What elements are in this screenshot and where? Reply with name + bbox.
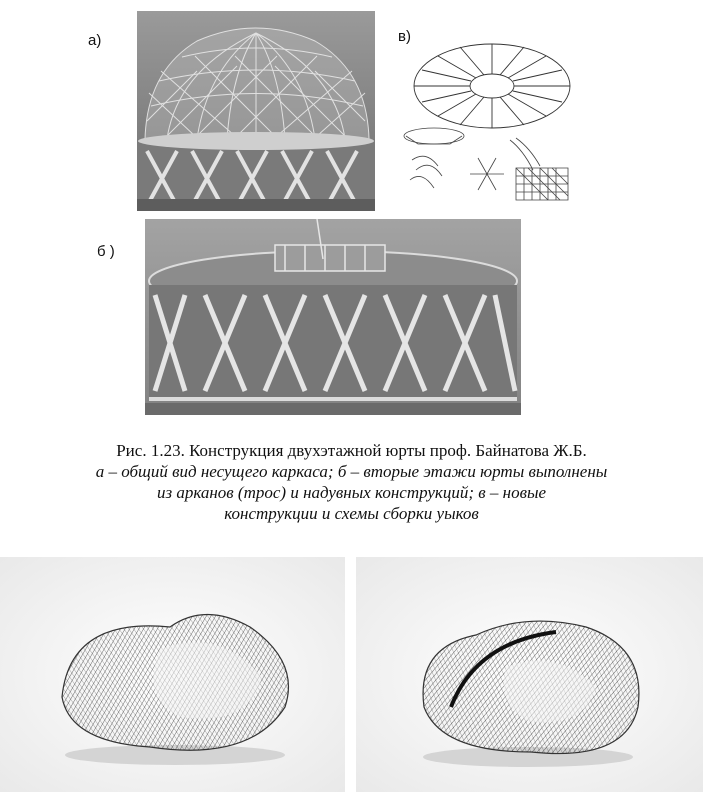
label-b: б ) [97,243,115,260]
photo-b-second-floor [145,219,521,415]
photo-wire-sculpture-right [356,557,703,792]
caption-title: Рис. 1.23. Конструкция двухэтажной юрты проф. Байнатова Ж.Б. [116,441,587,460]
figure-caption [20,440,683,524]
caption-line-2: из арканов (трос) и надувных конструкций; в – новые [156,483,547,502]
photo-a-yurt-frame [137,11,375,211]
photo-wire-sculpture-left [0,557,345,792]
label-a: а) [88,32,102,49]
caption-line-1: а – общий вид несущего каркаса; б – вторые этажи юрты выполнены [95,462,608,481]
label-v: в) [398,28,411,45]
caption-line-3: конструкции и схемы сборки уыков [224,504,479,523]
drawing-v-schematics [398,40,578,208]
